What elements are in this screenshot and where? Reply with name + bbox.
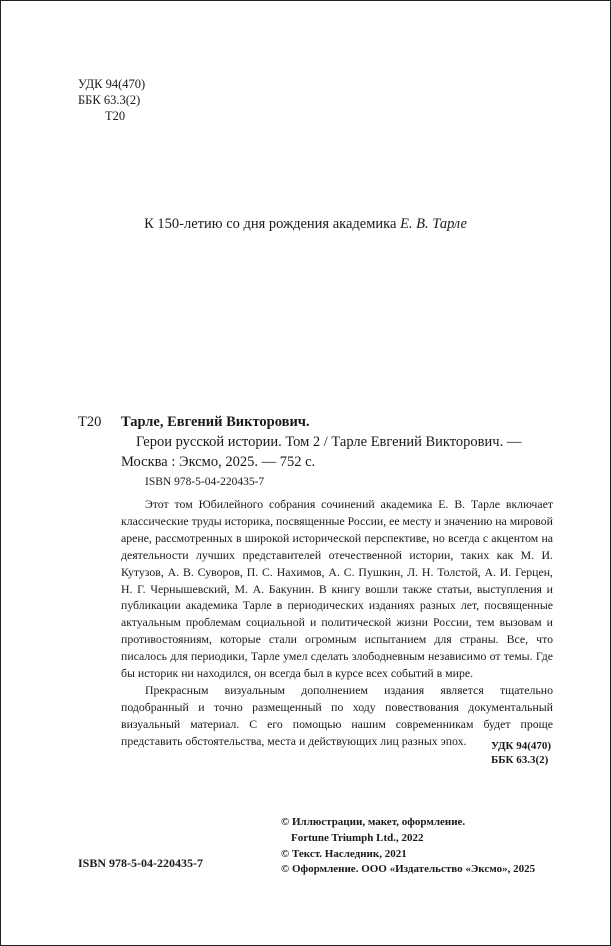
author-sign: Т20	[105, 109, 126, 123]
bbk-code: ББК 63.3(2)	[78, 93, 141, 107]
classification-block-right	[491, 739, 551, 767]
catalog-author-sign: Т20	[78, 414, 102, 430]
copyright-illustrations-holder: Fortune Triumph Ltd., 2022	[291, 831, 424, 844]
udk-code-right: УДК 94(470)	[491, 740, 552, 752]
copyright-block	[281, 815, 535, 878]
catalog-author: Тарле, Евгений Викторович.	[121, 414, 310, 430]
copyright-design: © Оформление. ООО «Издательство «Эксмо», 2025	[281, 863, 536, 876]
annotation-paragraph-2: Прекрасным визуальным дополнением издания является тщательно подобранный и точно размещенный по ходу повествования документальный визуальный материал. С его помощью нашим современникам будет проще представить обстоятельства, места и действующих лиц разных эпох.	[121, 682, 553, 748]
dedication	[0, 216, 611, 233]
catalog-isbn: ISBN 978-5-04-220435-7	[145, 476, 265, 488]
isbn-bottom: ISBN 978-5-04-220435-7	[78, 856, 203, 870]
classification-block-top	[78, 76, 145, 124]
udk-code: УДК 94(470)	[78, 77, 146, 91]
bib-imprint-line: Москва : Эксмо, 2025. — 752 с.	[121, 453, 316, 470]
copyright-illustrations: © Иллюстрации, макет, оформление.	[281, 816, 466, 828]
dedication-name: Е. В. Тарле	[400, 216, 467, 232]
bbk-code-right: ББК 63.3(2)	[491, 754, 549, 766]
dedication-text: К 150-летию со дня рождения академика	[144, 216, 401, 232]
bib-title-line: Герои русской истории. Том 2 / Тарле Евгений Викторович. —	[136, 434, 522, 450]
bibliographic-description	[121, 433, 553, 472]
annotation	[121, 496, 553, 750]
annotation-paragraph-1: Этот том Юбилейного собрания сочинений академика Е. В. Тарле включает классические труды историка, посвященные России, ее месту и значению на мировой арене, рассмотренных в широкой исторической перспективе, но всегда с акцентом на деятельности лучших представителей отечественной истории, таких как М. И. Кутузов, А. В. Суворов, П. С. Нахимов, А. С. Пушкин, Л. Н. Толстой, А. И. Герцен, Н. Г. Чернышевский, М. А. Бакунин. В книгу вошли также статьи, выступления и публикации академика Тарле в периодических изданиях разных лет, посвященные актуальным проблемам социальной и политической жизни России, тем вызовам и противостояниям, которые стали огромным испытанием для страны. Все, что писалось для периодики, Тарле умел сделать злободневным независимо от темы. Где бы историк ни находился, он всегда был в курсе всех событий в мире.	[121, 497, 553, 681]
copyright-text: © Текст. Наследник, 2021	[281, 847, 407, 860]
